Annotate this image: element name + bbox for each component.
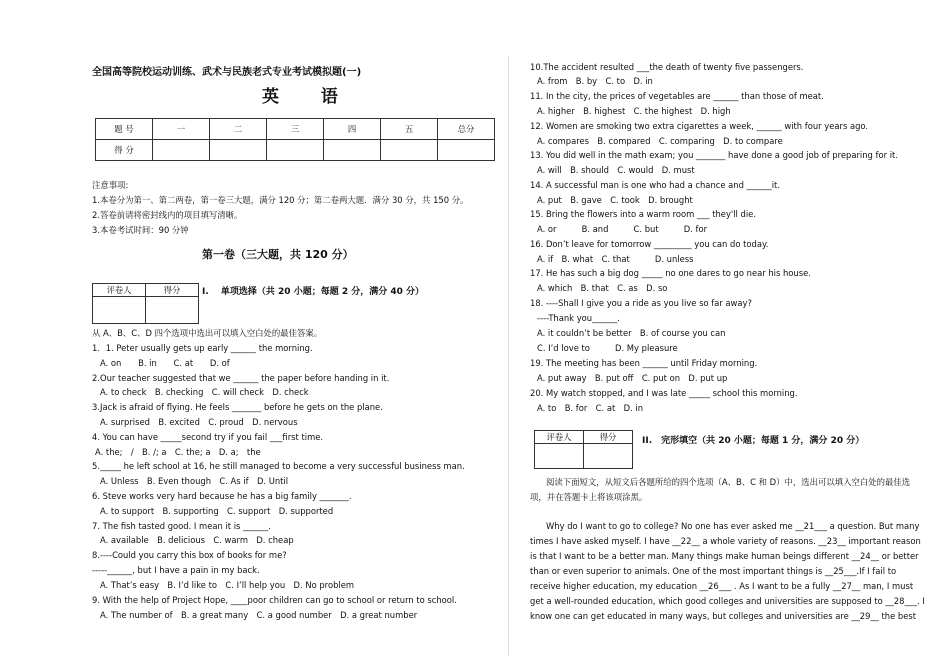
question-line: 13. You did well in the math exam; you _______ have done a good job of preparing for it. (530, 150, 898, 160)
grader-blank[interactable] (535, 444, 584, 469)
question-line: 7. The fish tasted good. I mean it is ______. (92, 521, 271, 531)
question-line: 4. You can have _____second try if you fail ___first time. (92, 432, 324, 442)
option-line: A. or B. and C. but D. for (537, 224, 708, 234)
question-line: 1．1. Peter usually gets up early ______ the morning. (92, 343, 313, 353)
question-line: 2.Our teacher suggested that we ______ the paper before handing in it. (92, 373, 390, 383)
option-line: A. available B. delicious C. warm D. cheap (100, 535, 294, 545)
score-cell: 题 号 (96, 119, 153, 140)
grader-score-label: 得分 (584, 431, 633, 444)
question-line: 20. My watch stopped, and I was late _____ school this morning. (530, 388, 798, 398)
subject-title: 英 语 (262, 87, 356, 107)
question-line: 5._____ he left school at 16, he still managed to become a very successful business man. (92, 461, 465, 471)
question-line: 10.The accident resulted ___the death of twenty five passengers. (530, 62, 804, 72)
grader-box-2 (534, 430, 633, 469)
option-line: A. if B. what C. that D. unless (537, 254, 694, 264)
option-line: A. on B. in C. at D. of (100, 358, 230, 368)
grader-score-label: 得分 (146, 284, 199, 297)
score-cell: 一 (153, 119, 210, 140)
option-line: A. it couldn’t be better B. of course you can (537, 328, 726, 338)
score-cell: 四 (324, 119, 381, 140)
question-line: 19. The meeting has been ______ until Friday morning. (530, 358, 758, 368)
score-table-header-row (96, 119, 495, 140)
question-line: 15. Bring the flowers into a warm room ___ they'll die. (530, 209, 756, 219)
score-blank-cell[interactable] (210, 140, 267, 161)
section2-title: II. 完形填空（共 20 小题；每题 1 分，满分 20 分） (642, 436, 865, 446)
exam-title: 全国高等院校运动训练、武术与民族老式专业考试模拟题(一) (92, 67, 362, 78)
question-line: 8.----Could you carry this box of books for me? (92, 550, 287, 560)
score-blank-cell[interactable] (438, 140, 495, 161)
option-line: A. from B. by C. to D. in (537, 76, 653, 86)
option-line: A. to B. for C. at D. in (537, 403, 644, 413)
score-cell: 得 分 (96, 140, 153, 161)
question-line: 16. Don’t leave for tomorrow _________ you can do today. (530, 239, 769, 249)
option-line: A. to check B. checking C. will check D. check (100, 387, 309, 397)
score-blank-cell[interactable] (324, 140, 381, 161)
grader-label: 评卷人 (535, 431, 584, 444)
option-line: A. put away B. put off C. put on D. put up (537, 373, 728, 383)
option-line: A. Unless B. Even though C. As if D. Until (100, 476, 289, 486)
question-line: 18. ----Shall I give you a ride as you live so far away? (530, 298, 752, 308)
question-line: 6. Steve works very hard because he has a big family _______. (92, 491, 352, 501)
option-line: A. will B. should C. would D. must (537, 165, 695, 175)
column-divider (508, 56, 509, 656)
option-line: A. the; / B. /; a C. the; a D. a; the (95, 447, 261, 457)
question-line: 3.Jack is afraid of flying. He feels _______ before he gets on the plane. (92, 402, 383, 412)
option-line: A. higher B. highest C. the highest D. high (537, 106, 731, 116)
score-table-score-row (96, 140, 495, 161)
question-line: -----______, but I have a pain in my back. (92, 565, 260, 575)
question-line: 9. With the help of Project Hope, ____poor children can go to school or return to school. (92, 595, 457, 605)
score-table (95, 118, 495, 161)
option-line: A. That’s easy B. I’d like to C. I’ll help you D. No problem (100, 580, 355, 590)
section1-instruction: 从 A、B、C、D 四个选项中选出可以填入空白处的最佳答案。 (92, 328, 323, 338)
notes-heading: 注意事项: (92, 180, 129, 190)
dialog-line: ----Thank you______. (537, 313, 620, 323)
option-line: C. I’d love to D. My pleasure (537, 343, 678, 353)
option-line: A. The number of B. a great many C. a good number D. a great number (100, 610, 418, 620)
grader-label: 评卷人 (93, 284, 146, 297)
option-line: A. put B. gave C. took D. brought (537, 195, 693, 205)
grader-score-blank[interactable] (146, 297, 199, 324)
question-line: 12. Women are smoking two extra cigarettes a week, ______ with four years ago. (530, 121, 869, 131)
score-cell: 三 (267, 119, 324, 140)
question-line: 11. In the city, the prices of vegetables are ______ than those of meat. (530, 91, 824, 101)
score-cell: 五 (381, 119, 438, 140)
question-line: 14. A successful man is one who had a chance and ______it. (530, 180, 780, 190)
notes-line: 1.本卷分为第一、第二两卷，第一卷三大题，满分 120 分；第二卷两大题．满分 30 分，共 150 分。 (92, 195, 469, 205)
section1-title: I. 单项选择（共 20 小题；每题 2 分，满分 40 分） (202, 287, 425, 297)
option-line: A. surprised B. excited C. proud D. nervous (100, 417, 298, 427)
score-cell: 总分 (438, 119, 495, 140)
score-blank-cell[interactable] (267, 140, 324, 161)
grader-score-blank[interactable] (584, 444, 633, 469)
cloze-passage: Why do I want to go to college? No one has ever asked me __21___ a question. But many times I have asked myself. I have __22__ a whole variety of reasons. __23__ important reason is that I want to be a better man. Many things make human beings different __24__ or better than or even superior to animals. One of the most important things is __25___.If I fail to receive higher education, my education __26___ . As I want to be a fully __27__ man, I must get a well-rounded education, which good colleges and universities are supposed to __28___. I know one can get educated in many ways, but colleges and universities are __29__ the best (530, 521, 925, 621)
question-line: 17. He has such a big dog _____ no one dares to go near his house. (530, 268, 811, 278)
option-line: A. which B. that C. as D. so (537, 283, 668, 293)
notes-line: 3.本卷考试时间：90 分钟 (92, 225, 189, 235)
option-line: A. to support B. supporting C. support D. supported (100, 506, 334, 516)
grader-blank[interactable] (93, 297, 146, 324)
volume1-title: 第一卷（三大题，共 120 分） (202, 248, 354, 261)
notes-line: 2.答卷前请将密封线内的项目填写清晰。 (92, 210, 243, 220)
score-blank-cell[interactable] (153, 140, 210, 161)
section2-instruction: 阅读下面短文，从短文后各题所给的四个选项（A、B、C 和 D）中，选出可以填入空白处的最佳选项，并在答题卡上将该项涂黑。 (530, 477, 911, 502)
score-cell: 二 (210, 119, 267, 140)
grader-box (92, 283, 199, 324)
option-line: A. compares B. compared C. comparing D. to compare (537, 136, 783, 146)
score-blank-cell[interactable] (381, 140, 438, 161)
